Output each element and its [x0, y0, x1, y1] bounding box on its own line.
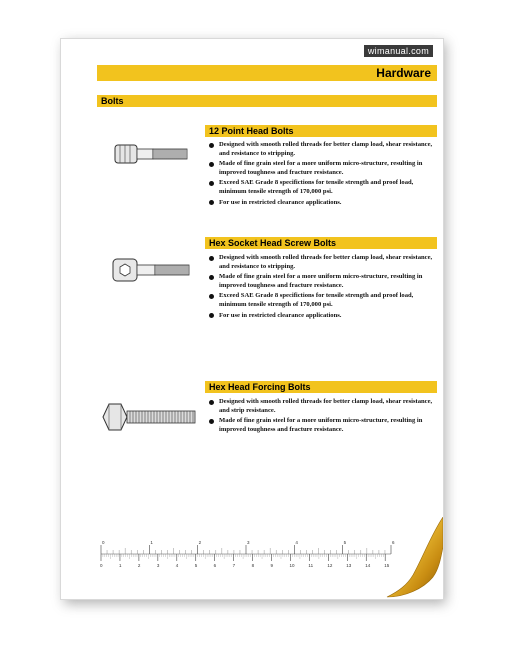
- product-title-hex-socket: Hex Socket Head Screw Bolts: [205, 237, 437, 249]
- bullet-item: For use in restricted clearance applications.: [209, 312, 439, 321]
- ruler-cm-label: 0: [100, 563, 103, 568]
- bullet-item: Made of fine grain steel for a more uniform micro-structure, resulting in improved toughness and fracture resistance.: [209, 160, 439, 177]
- ruler-inch-label: 5: [343, 540, 347, 545]
- ruler-cm-label: 11: [308, 563, 314, 568]
- bullet-item: Designed with smooth rolled threads for better clamp load, shear resistance, and resistance to stripping.: [209, 141, 439, 158]
- bullet-dot-icon: [209, 275, 214, 280]
- bullet-dot-icon: [209, 419, 214, 424]
- bullet-item: Made of fine grain steel for a more uniform micro-structure, resulting in improved toughness and fracture resistance.: [209, 273, 439, 290]
- bullet-item: Designed with smooth rolled threads for better clamp load, shear resistance, and resistance to stripping.: [209, 254, 439, 271]
- ruler-inch-label: 1: [150, 540, 153, 545]
- ruler-cm-label: 10: [289, 563, 295, 568]
- page-curl-icon: [383, 517, 443, 599]
- ruler-inch-label: 0: [102, 540, 105, 545]
- product-title-12-point: 12 Point Head Bolts: [205, 125, 437, 137]
- ruler-inch-label: 4: [295, 540, 298, 545]
- bullet-list-12-point: [209, 141, 439, 209]
- ruler-cm-label: 14: [365, 563, 371, 568]
- bullet-dot-icon: [209, 162, 214, 167]
- bullet-item: Exceed SAE Grade 8 specifictions for tensile strength and proof load, minimum tensile strength of 170,000 psi.: [209, 179, 439, 196]
- bullet-dot-icon: [209, 256, 214, 261]
- ruler-cm-label: 3: [156, 563, 160, 568]
- ruler-cm-label: 2: [137, 563, 141, 568]
- bullet-item: For use in restricted clearance applications.: [209, 199, 439, 208]
- bullet-list-hex-head-forcing: [209, 398, 439, 436]
- ruler-cm-label: 9: [270, 563, 274, 568]
- bullet-dot-icon: [209, 294, 214, 299]
- ruler-inch-label: 3: [247, 540, 250, 545]
- measurement-ruler: [97, 537, 397, 571]
- ruler-cm-label: 15: [384, 563, 390, 568]
- bullet-dot-icon: [209, 313, 214, 318]
- section-title: Bolts: [97, 95, 437, 107]
- bullet-list-hex-socket: [209, 254, 439, 322]
- bullet-item: Designed with smooth rolled threads for better clamp load, shear resistance, and strip resistance.: [209, 398, 439, 415]
- bullet-item: Exceed SAE Grade 8 specifictions for tensile strength and proof load, minimum tensile strength of 170,000 psi.: [209, 292, 439, 309]
- ruler-inch-label: 6: [392, 540, 395, 545]
- hex-socket-head-bolt-icon: [111, 257, 193, 283]
- ruler-cm-label: 12: [327, 563, 333, 568]
- ruler-cm-label: 8: [251, 563, 255, 568]
- ruler-cm-label: 4: [175, 563, 179, 568]
- bullet-dot-icon: [209, 143, 214, 148]
- bullet-item: Made of fine grain steel for a more uniform micro-structure, resulting in improved toughness and fracture resistance.: [209, 417, 439, 434]
- bullet-dot-icon: [209, 200, 214, 205]
- watermark: wimanual.com: [364, 45, 433, 57]
- bullet-dot-icon: [209, 181, 214, 186]
- twelve-point-head-bolt-icon: [113, 143, 193, 165]
- bullet-dot-icon: [209, 400, 214, 405]
- document-page: [60, 38, 444, 600]
- ruler-cm-label: 1: [118, 563, 122, 568]
- ruler-cm-label: 6: [213, 563, 217, 568]
- ruler-graphic: [97, 537, 397, 571]
- ruler-cm-label: 13: [346, 563, 352, 568]
- ruler-inch-label: 2: [198, 540, 202, 545]
- ruler-cm-label: 5: [194, 563, 198, 568]
- product-title-hex-head-forcing: Hex Head Forcing Bolts: [205, 381, 437, 393]
- page-title: Hardware: [97, 65, 437, 81]
- ruler-cm-label: 7: [232, 563, 236, 568]
- hex-head-forcing-bolt-icon: [99, 401, 199, 433]
